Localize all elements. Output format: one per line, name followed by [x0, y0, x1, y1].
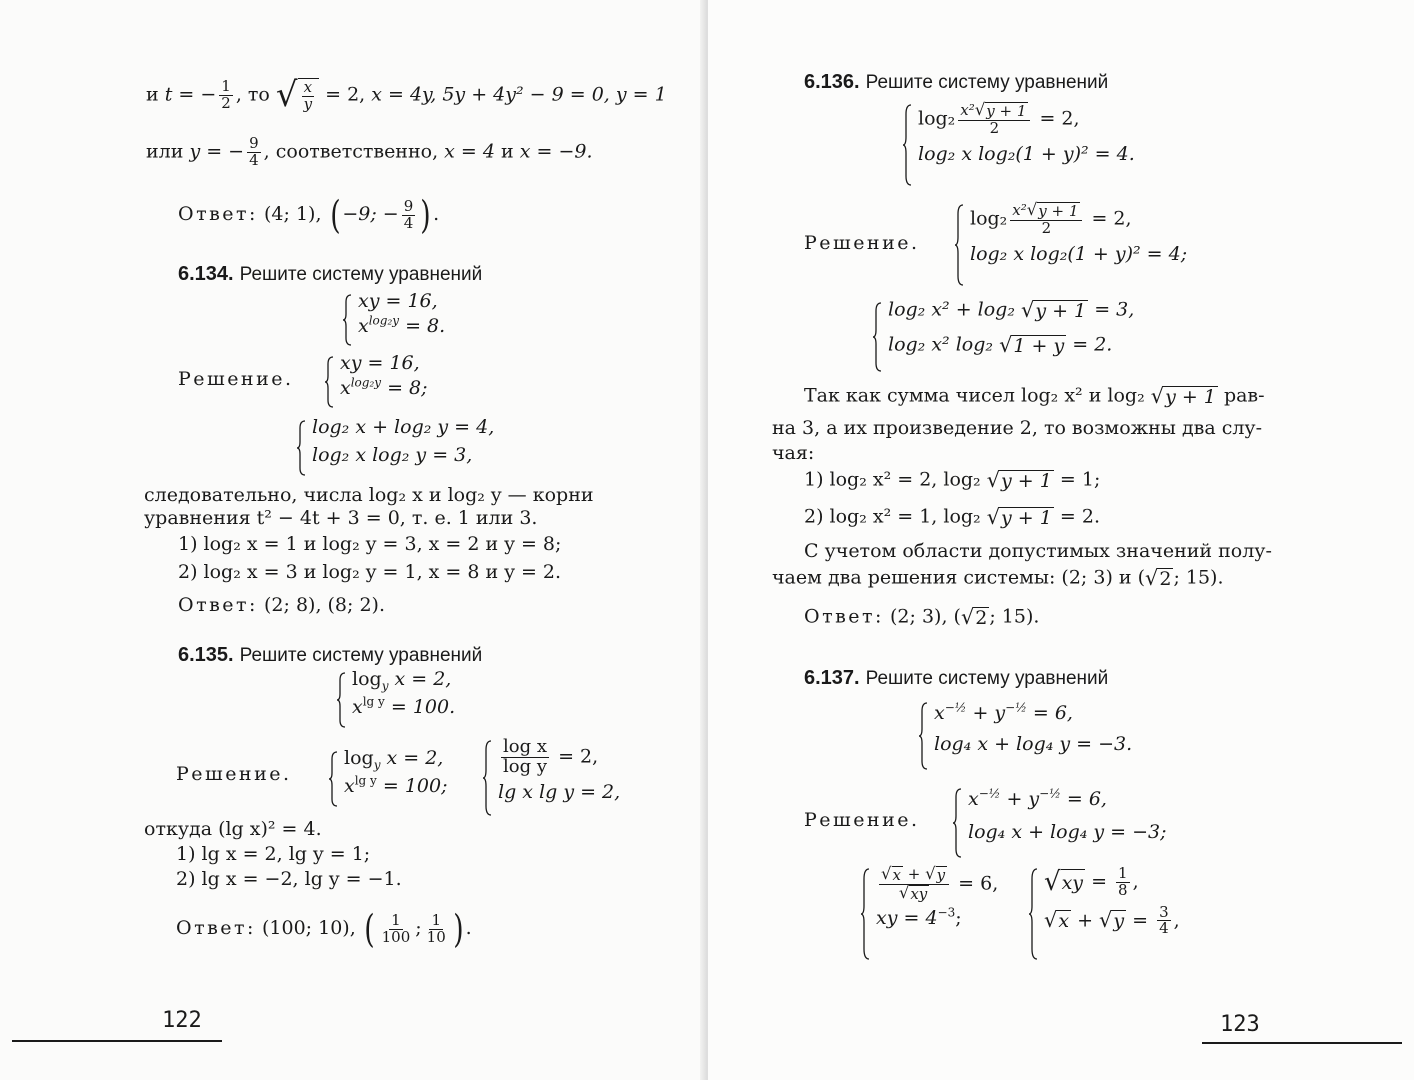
p134-case-2: 2) log₂ x = 3 и log₂ y = 1, x = 8 и y = 2. [178, 561, 562, 583]
brace-icon [296, 420, 306, 476]
footer-rule [12, 1040, 222, 1042]
left-page [0, 0, 706, 1080]
problem-title: Решите систему уравнений [239, 264, 483, 285]
brace-icon [918, 702, 928, 770]
brace-icon [860, 868, 870, 960]
problem-number: 6.136. [804, 71, 860, 93]
p136-text-4: С учетом области допустимых значений полу- [804, 540, 1272, 562]
equation: xy = 16, [340, 352, 420, 374]
p135-text-1: откуда (lg x)² = 4. [144, 818, 322, 840]
p135-case-1: 1) lg x = 2, lg y = 1; [176, 843, 371, 865]
p136-text-5: чаем два решения системы: (2; 3) и ( √ 2 ; 15). [772, 566, 1224, 590]
intro-text-or: или [146, 140, 184, 163]
intro-x-9: x = −9. [519, 140, 593, 163]
problem-title: Решите систему уравнений [865, 72, 1109, 93]
problem-136-heading [804, 72, 1108, 92]
intro-text-c: = 2, [325, 83, 366, 106]
answer-text: (4; 1), [264, 203, 322, 225]
problem-title: Решите систему уравнений [239, 645, 483, 666]
equation: log₂ x + log₂ y = 4, [312, 416, 495, 438]
p135-system-3: $\frac{\text{log x}}{\text{log y}}$ = 2, lg x lg y = 2, [482, 738, 620, 814]
intro-text-resp: , соответственно, [263, 140, 439, 163]
p136-answer: Ответ: (2; 3), ( √ 2 ; 15). [804, 605, 1040, 629]
p135-answer: Ответ: (100; 10), ( $\frac{1}{100}$ ; $\frac{1}{10}$ ) . [176, 907, 472, 951]
footer-rule [1202, 1042, 1402, 1044]
right-page [708, 0, 1414, 1080]
p136-system-3: log₂ x² + log₂ √ y + 1 = 3, log₂ x² log₂ √ 1 + y = 2. [872, 300, 1134, 370]
p137-system-1: $x^{-\frac{1}{2}} + y^{-\frac{1}{2}} = 6$, log₄ x + log₄ y = −3. [918, 700, 1132, 768]
brace-icon [952, 788, 962, 858]
intro-and: и [501, 140, 514, 163]
intro-equation: x = 4y, 5y + 4y² − 9 = 0, y = 1 [371, 83, 667, 106]
problem-134-heading [178, 264, 482, 284]
intro-line-1 [146, 75, 667, 115]
p135-case-2: 2) lg x = −2, lg y = −1. [176, 868, 402, 890]
brace-icon [902, 104, 912, 186]
p136-text-2: на 3, а их произведение 2, то возможны два слу- [772, 417, 1263, 439]
fraction-nine-quarters: $\frac{9}{4}$ [249, 134, 259, 169]
fraction-half: $\frac{1}{2}$ [221, 77, 231, 112]
p137-system-2: $x^{-\frac{1}{2}} + y^{-\frac{1}{2}} = 6$, log₄ x + log₄ y = −3; [952, 786, 1167, 856]
p136-solution-label: Решение. [804, 232, 920, 254]
p134-answer: Ответ: (2; 8), (8; 2). [178, 594, 386, 616]
p137-solution-label: Решение. [804, 809, 920, 831]
p134-system-2: xy = 16, $x^{log_2y} = 8$; [324, 354, 428, 406]
p136-system-2: log₂ x² √ y + 1 2 = 2, log₂ x log₂(1 + y)² = 4; [954, 202, 1187, 284]
intro-answer: Ответ: (4; 1), ( −9; − $\frac{9}{4}$ ) . [178, 193, 440, 237]
p135-system-2: $\log_y x = 2$, $x^{lg y} = 100$; [328, 749, 448, 805]
p134-text-2: уравнения t² − 4t + 3 = 0, т. е. 1 или 3. [144, 507, 538, 529]
sqrt-x-over-y: √ $\frac{x}{y}$ [276, 78, 319, 113]
problem-137-heading [804, 668, 1108, 688]
problem-title: Решите систему уравнений [865, 668, 1109, 689]
equation: xy = 16, [358, 290, 438, 312]
brace-icon [872, 302, 882, 372]
t-expr: t = − [164, 83, 217, 106]
problem-135-heading [178, 645, 482, 665]
page-number: 123 [1220, 1012, 1260, 1037]
p136-case-2: 2) log₂ x² = 1, log₂ √ y + 1 = 2. [804, 505, 1100, 529]
equation: log₄ x + log₄ y = −3; [968, 821, 1167, 843]
p134-case-1: 1) log₂ x = 1 и log₂ y = 3, x = 2 и y = 8; [178, 533, 562, 555]
p134-system-3 [296, 418, 494, 474]
brace-icon [1028, 868, 1038, 960]
brace-icon [324, 356, 334, 408]
p136-text-3: чая: [772, 442, 815, 464]
intro-x4: x = 4 [444, 140, 495, 163]
brace-icon [328, 751, 338, 807]
y-expr: y = − [189, 140, 245, 163]
equation: log₄ x + log₄ y = −3. [934, 733, 1133, 755]
intro-text-b: , то [235, 83, 270, 106]
answer-label: Ответ: [178, 203, 258, 225]
p135-system-1: $\log_y x = 2$, $x^{lg y} = 100$. [336, 670, 455, 726]
p134-system-1: xy = 16, $x^{log_2y} = 8$. [342, 292, 445, 344]
p136-system-1: log₂ x² √ y + 1 2 = 2, log₂ x log₂(1 + y)² = 4. [902, 102, 1135, 184]
intro-line-2 [146, 136, 593, 169]
answer-fraction: $\frac{9}{4}$ [403, 196, 414, 232]
equation: log₂ x log₂(1 + y)² = 4. [918, 142, 1135, 165]
brace-icon [482, 740, 492, 816]
problem-number: 6.137. [804, 667, 860, 689]
brace-icon [954, 204, 964, 286]
problem-number: 6.135. [178, 644, 234, 666]
p134-text-1: следовательно, числа log₂ x и log₂ y — корни [144, 484, 594, 506]
p136-text-1: Так как сумма чисел log₂ x² и log₂ √ y + 1 рав- [804, 384, 1265, 408]
p136-case-1: 1) log₂ x² = 2, log₂ √ y + 1 = 1; [804, 468, 1101, 492]
p135-solution-label: Решение. [176, 763, 292, 785]
equation: log₂ x log₂ y = 3, [312, 444, 473, 466]
page-number: 122 [162, 1008, 202, 1033]
brace-icon [342, 294, 352, 346]
p137-system-4: √ xy = $\frac{1}{8}$ , √ x + √ y = $\frac{3}{4}$ , [1028, 866, 1180, 958]
equation: lg x lg y = 2, [498, 780, 621, 803]
problem-number: 6.134. [178, 263, 234, 285]
answer-m9: −9; − [342, 203, 399, 225]
brace-icon [336, 672, 346, 728]
equation: log₂ x log₂(1 + y)² = 4; [970, 242, 1188, 265]
p137-system-3: √ x + √ y √ xy = 6, xy = $4^{-3}$; [860, 866, 998, 958]
p134-solution-label: Решение. [178, 368, 294, 390]
intro-text-a: и [146, 83, 159, 106]
